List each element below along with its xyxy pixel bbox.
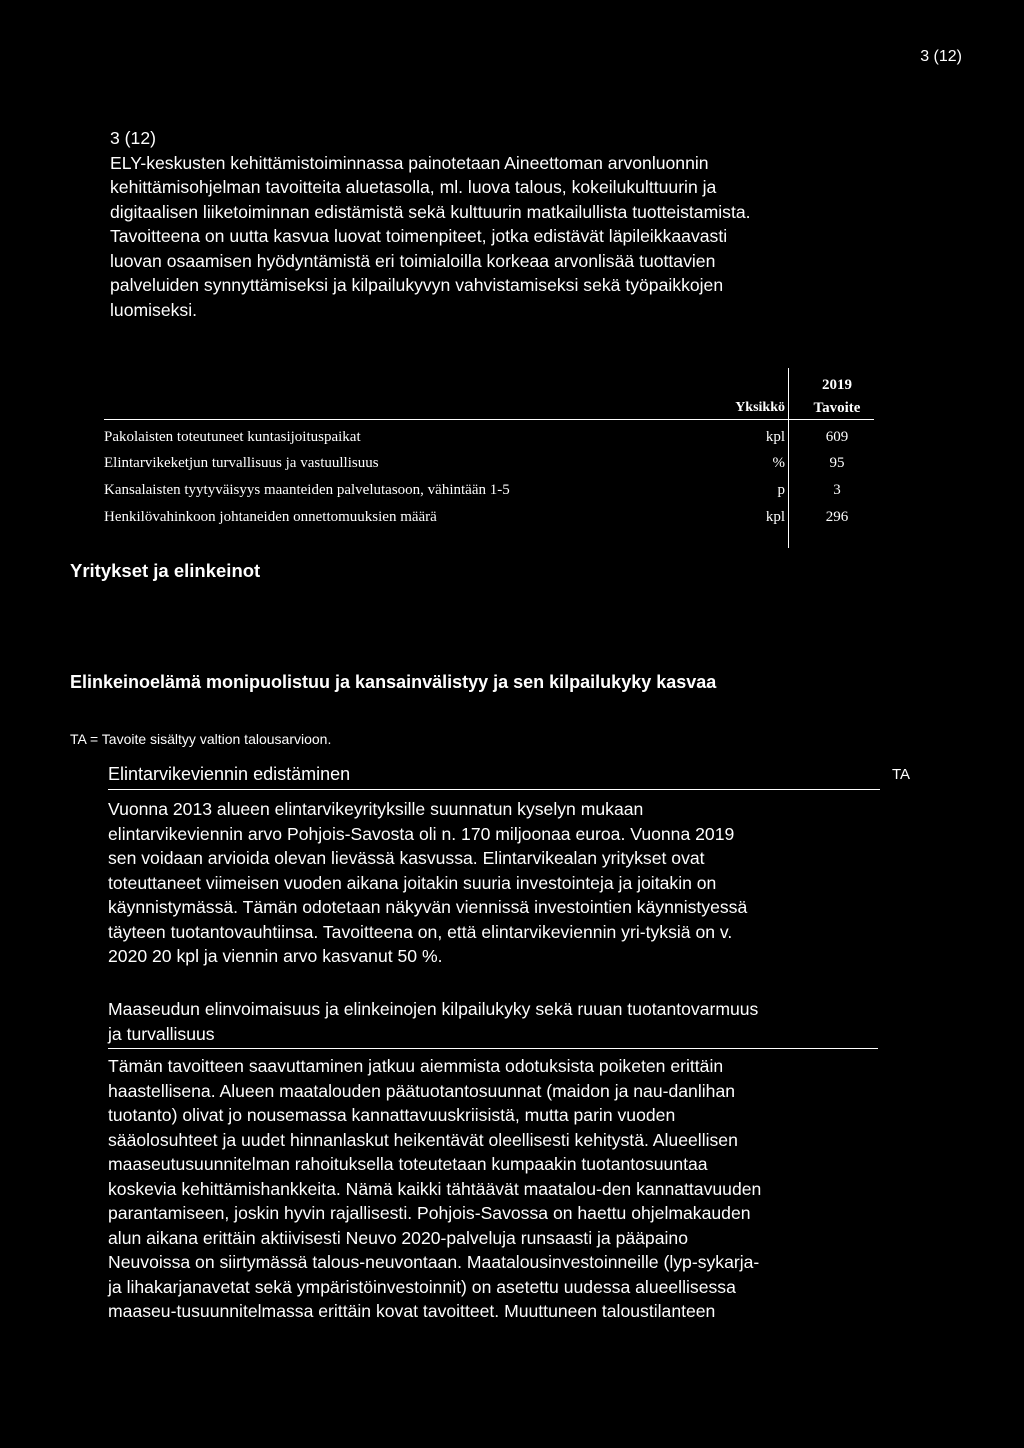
row-value: 95 xyxy=(829,455,845,471)
subsection-title-line: ja turvallisuus xyxy=(108,1023,215,1044)
table-year-header: 2019 xyxy=(822,377,852,393)
subsection-title-line: Maaseudun elinvoimaisuus ja elinkeinojen kilpailukyky sekä ruuan tuotantovarmuus xyxy=(108,999,759,1019)
row-unit: kpl xyxy=(765,509,785,525)
table-row xyxy=(104,455,874,479)
paragraph-line: koskevia kehittämishankkeita. Nämä kaikki tähtäävät maatalou-den kannattavuuden xyxy=(108,1178,762,1199)
subsection-rule xyxy=(108,789,880,790)
paragraph-line: käynnistymässä. Tämän odotetaan näkyvän viennissä investointien käynnistyessä xyxy=(108,897,748,917)
paragraph-line: elintarvikeviennin arvo Pohjois-Savosta oli n. 170 miljoonaa euroa. Vuonna 2019 xyxy=(108,823,735,844)
paragraph-line: maaseutusuunnitelman rahoituksella toteutetaan kumpaakin tuotantosuuntaa xyxy=(108,1154,708,1174)
table-target-header: Tavoite xyxy=(813,400,861,416)
row-value: 3 xyxy=(833,482,841,498)
subsection-title: Elintarvikeviennin edistäminen xyxy=(108,764,351,784)
intro-line: palveluiden synnyttämiseksi ja kilpailukyvyn vahvistamiseksi sekä työpaikkojen xyxy=(110,275,724,295)
paragraph-line: Neuvoissa on siirtymässä talous-neuvontaan. Maatalousinvestoinneille (lyp-sykarja- xyxy=(108,1252,760,1272)
intro-line: Tavoitteena on uutta kasvua luovat toimenpiteet, jotka edistävät läpileikkaavasti xyxy=(110,226,728,246)
intro-line: 3 (12) xyxy=(110,128,156,148)
paragraph-line: tuotanto) olivat jo nousemassa kannattavuuskriisistä, mutta parin vuoden xyxy=(108,1105,676,1125)
paragraph-line: ja lihakarjanavetat sekä ympäristöinvestoinnit) on asetettu uudessa alueellisessa xyxy=(108,1276,736,1297)
subsection-rule xyxy=(108,1048,878,1049)
intro-line: luomiseksi. xyxy=(110,299,198,320)
paragraph-line: sääolosuhteet ja uudet hinnanlaskut heikentävät oleellisesti kehitystä. Alueellisen xyxy=(108,1129,738,1150)
table-row xyxy=(104,482,874,506)
subsection-paragraph xyxy=(108,1054,878,1324)
row-value: 296 xyxy=(825,509,849,525)
section-heading: Yritykset ja elinkeinot xyxy=(70,560,261,581)
table-header-rule xyxy=(104,419,874,420)
table-unit-header: Yksikkö xyxy=(735,400,785,415)
intro-line: luovan osaamisen hyödyntämistä eri toimialoilla korkeaa arvonlisää tuottavien xyxy=(110,250,716,271)
paragraph-line: alun aikana erittäin aktiivisesti Neuvo 2020-palveluja runsaasti ja pääpaino xyxy=(108,1227,688,1248)
paragraph-line: täyteen tuotantovauhtiinsa. Tavoitteena on, että elintarvikeviennin yri-tyksiä on v. xyxy=(108,921,733,942)
table-row xyxy=(104,429,874,453)
page-number: 3 (12) xyxy=(920,48,962,65)
subsection-paragraph xyxy=(108,797,878,969)
table-row xyxy=(104,509,874,533)
row-value: 609 xyxy=(825,429,849,445)
paragraph-line: haastellisena. Alueen maatalouden päätuotantosuunnat (maidon ja nau-danlihan xyxy=(108,1080,736,1101)
row-unit: kpl xyxy=(765,429,785,445)
paragraph-line: parantamiseen, joskin hyvin rajallisesti. Pohjois-Savossa on haettu ohjelmakauden xyxy=(108,1203,751,1223)
ta-note: TA = Tavoite sisältyy valtion talousarvioon. xyxy=(70,731,332,747)
intro-paragraph xyxy=(110,126,890,322)
row-label: Kansalaisten tyytyväisyys maanteiden palvelutasoon, vähintään 1-5 xyxy=(104,482,510,498)
row-label: Henkilövahinkoon johtaneiden onnettomuuksien määrä xyxy=(104,509,437,525)
paragraph-line: Tämän tavoitteen saavuttaminen jatkuu aiemmista odotuksista poiketen erittäin xyxy=(108,1056,724,1076)
goal-heading: Elinkeinoelämä monipuolistuu ja kansainvälistyy ja sen kilpailukyky kasvaa xyxy=(70,672,717,692)
row-unit: % xyxy=(772,455,785,471)
row-label: Pakolaisten toteutuneet kuntasijoituspaikat xyxy=(104,429,361,445)
paragraph-line: maaseu-tusuunnitelmassa erittäin kovat tavoitteet. Muuttuneen taloustilanteen xyxy=(108,1301,716,1321)
row-label: Elintarvikeketjun turvallisuus ja vastuullisuus xyxy=(104,455,379,471)
intro-line: ELY-keskusten kehittämistoiminnassa painotetaan Aineettoman arvonluonnin xyxy=(110,152,709,173)
intro-line: kehittämisohjelman tavoitteita aluetasolla, ml. luova talous, kokeilukulttuurin ja xyxy=(110,177,717,197)
intro-line: digitaalisen liiketoiminnan edistämistä sekä kulttuurin matkailullista tuotteistamista. xyxy=(110,201,751,222)
paragraph-line: sen voidaan arvioida olevan lievässä kasvussa. Elintarvikealan yritykset ovat xyxy=(108,848,705,868)
subsection-title xyxy=(108,997,878,1046)
paragraph-line: Vuonna 2013 alueen elintarvikeyrityksille suunnatun kyselyn mukaan xyxy=(108,799,644,819)
ta-badge: TA xyxy=(892,766,911,783)
row-unit: p xyxy=(777,482,785,498)
paragraph-line: 2020 20 kpl ja viennin arvo kasvanut 50 %. xyxy=(108,946,443,966)
paragraph-line: toteuttaneet viimeisen vuoden aikana joitakin suuria investointeja ja joitakin on xyxy=(108,872,717,893)
